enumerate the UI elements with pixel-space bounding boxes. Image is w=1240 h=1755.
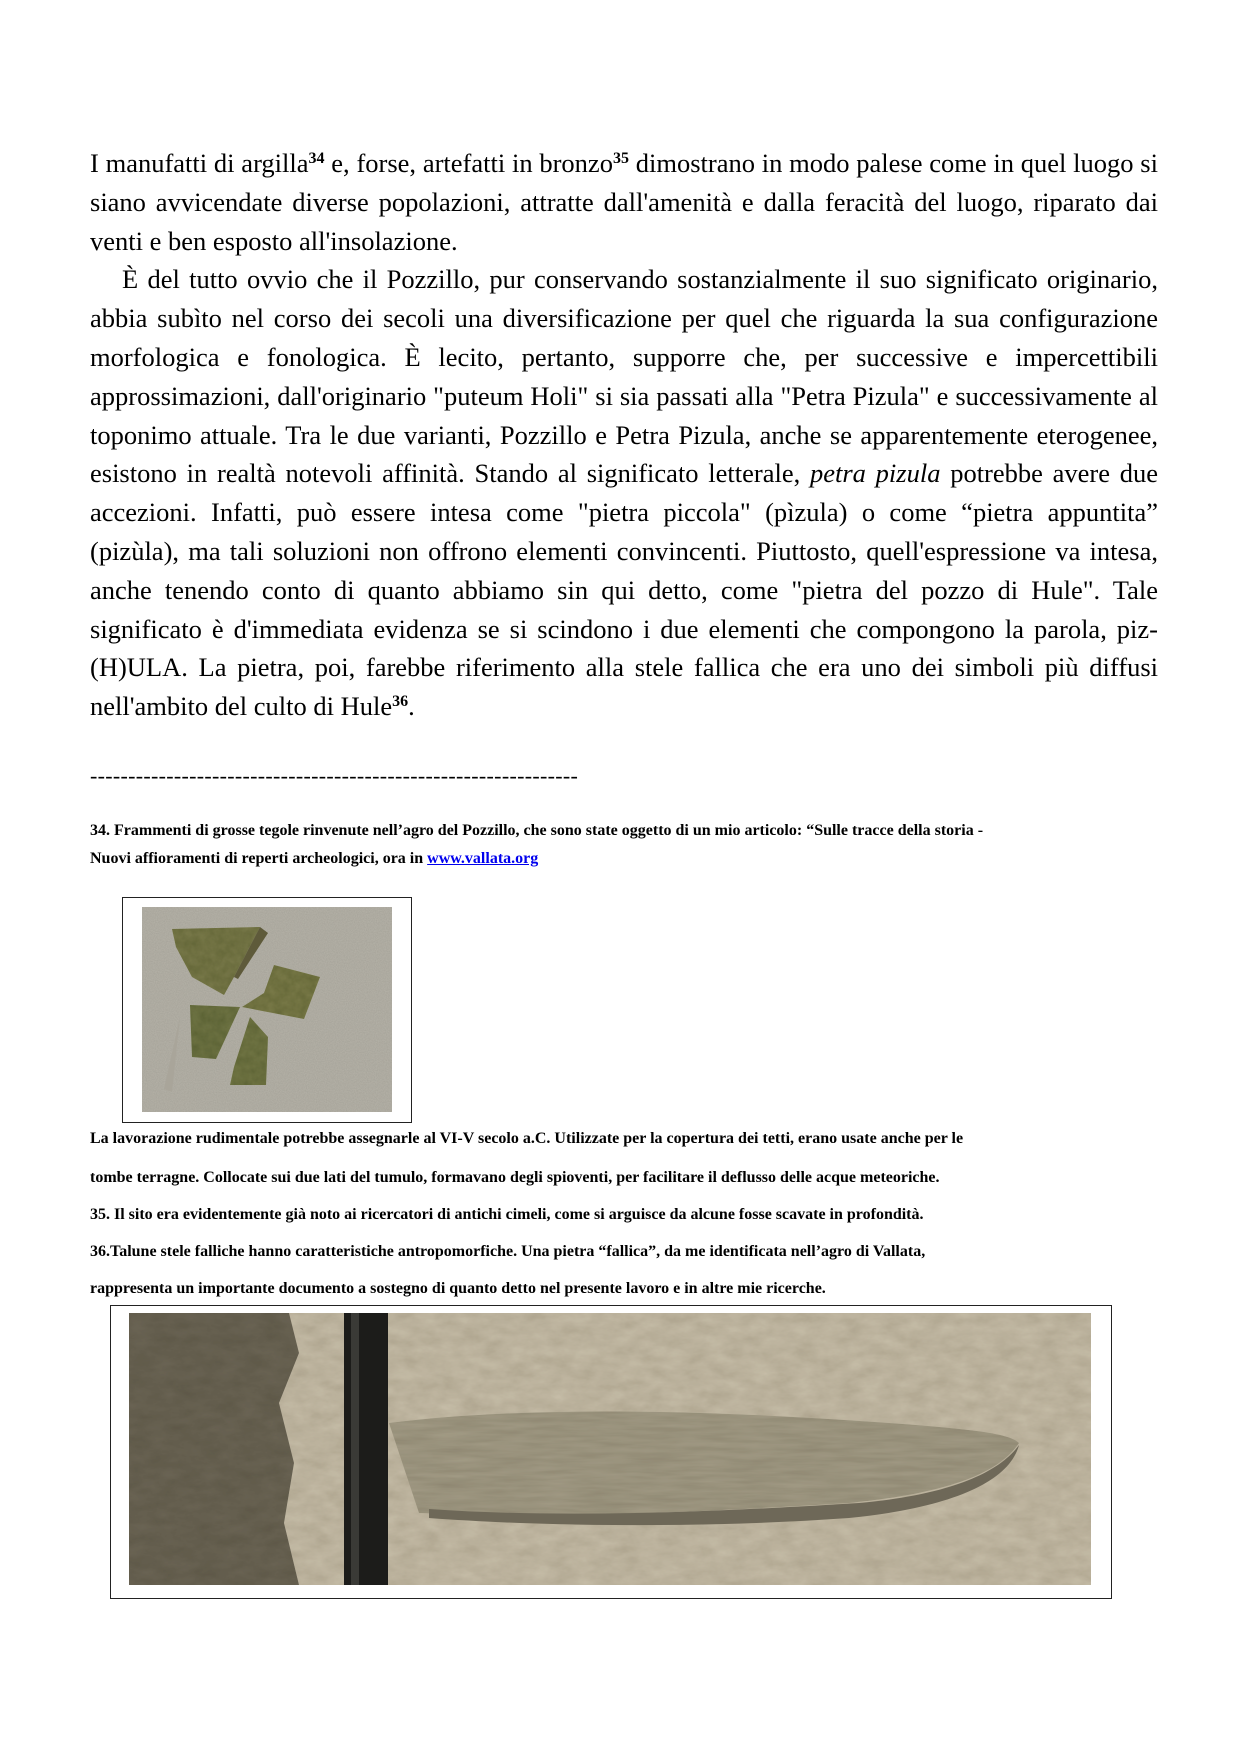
footnote-text: Nuovi affioramenti di reperti archeologici, ora in	[90, 850, 428, 867]
text-run: È del tutto ovvio che il Pozzillo, pur conservando sostanzialmente il suo significato originario, abbia subìto nel corso dei secoli una diversificazione per quel che riguarda la sua configurazione morfologica e fonologica. È lecito, pertanto, supporre che, per successive e impercettibili approssimazioni, dall'originario "puteum Holi" si sia passati alla "Petra Pizula" e successivamente al toponimo attuale. Tra le due varianti, Pozzillo e Petra Pizula, anche se apparentemente eterogenee, esistono in realtà notevoli affinità. Stando al significato letterale,	[90, 264, 1158, 489]
text-run: .	[408, 691, 415, 722]
phallic-stone-photo-frame	[110, 1305, 1112, 1599]
footnote-36-line1: 36.Talune stele falliche hanno caratteristiche antropomorfiche. Una pietra “fallica”, da me identificata nell’agro di Vallata,	[90, 1243, 926, 1260]
vallata-link[interactable]: www.vallata.org	[427, 850, 539, 867]
text-run: e, forse, artefatti in bronzo	[324, 148, 613, 178]
paragraph-1	[90, 144, 1158, 260]
text-run: potrebbe avere due accezioni. Infatti, può essere intesa come "pietra piccola" (pìzula) o come “pietra appuntita” (pizùla), ma tali soluzioni non offrono elementi convincenti. Piuttosto, quell'espressione va intesa, anche tenendo conto di quanto abbiamo sin qui detto, come "pietra del pozzo di Hule". Tale significato è d'immediata evidenza se si scindono i due elementi che compongono la parola, piz-(H)ULA. La pietra, poi, farebbe riferimento alla stele fallica che era uno dei simboli più diffusi nell'ambito del culto di Hule	[90, 458, 1158, 722]
footnote-ref-35: 35	[612, 150, 629, 167]
footnote-ref-34: 34	[308, 150, 325, 167]
photo-caption-line2: tombe terragne. Collocate sui due lati del tumulo, formavano degli spioventi, per facilitare il deflusso delle acque meteoriche.	[90, 1169, 940, 1186]
footnote-36-line2: rappresenta un importante documento a sostegno di quanto detto nel presente lavoro e in altre mie ricerche.	[90, 1280, 826, 1297]
text-run: dimostrano in modo palese come in quel luogo si siano avvicendate diverse popolazioni, attratte dall'amenità e dalla feracità del luogo, riparato dai venti e ben esposto all'insolazione.	[90, 148, 1158, 256]
footnote-34-line1: 34. Frammenti di grosse tegole rinvenute nell’agro del Pozzillo, che sono state oggetto di un mio articolo: “Sulle tracce della storia -	[90, 822, 984, 839]
tile-fragments-photo	[142, 907, 392, 1112]
paragraph-2	[90, 260, 1158, 726]
italic-term: petra pizula	[809, 458, 941, 489]
body-text	[90, 144, 1158, 726]
photo-caption-line1: La lavorazione rudimentale potrebbe assegnarle al VI-V secolo a.C. Utilizzate per la copertura dei tetti, erano usate anche per le	[90, 1130, 964, 1147]
footnote-35: 35. Il sito era evidentemente già noto ai ricercatori di antichi cimeli, come si arguisce da alcune fosse scavate in profondità.	[90, 1206, 924, 1223]
footnote-34-line2	[90, 840, 1158, 878]
footnote-separator: ----------------------------------------------------------------	[90, 763, 579, 788]
text-run: I manufatti di argilla	[90, 148, 309, 178]
tile-fragments-photo-frame	[122, 897, 412, 1123]
phallic-stone-photo	[129, 1313, 1091, 1585]
footnote-ref-36: 36	[392, 693, 409, 711]
